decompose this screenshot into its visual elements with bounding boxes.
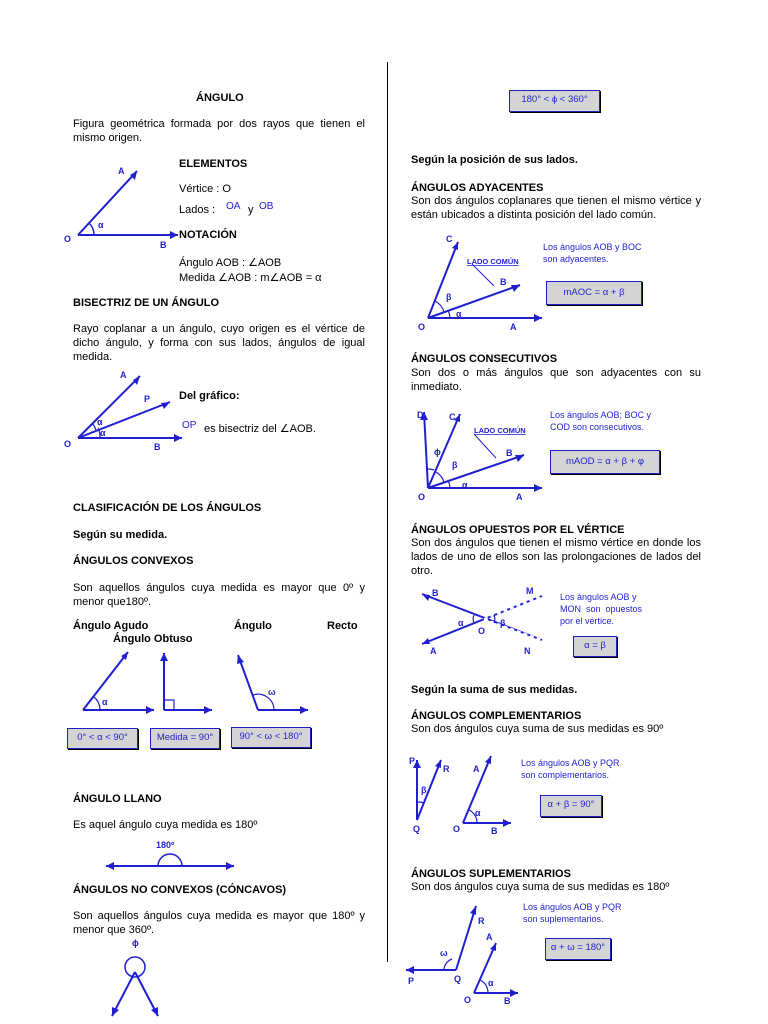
complementary-sum-box: α + β = 90° <box>540 795 602 817</box>
right-angle-diagram <box>158 645 218 715</box>
angle-diagram <box>60 158 180 248</box>
point-label: D <box>417 410 424 420</box>
point-label: B <box>160 240 167 250</box>
opposite-note: Los ángulos AOB y MON son opuestos por el vértice. <box>560 592 643 626</box>
point-label: P <box>408 976 415 986</box>
adjacent-note: Los ángulos AOB y BOC son adyacentes. <box>543 242 642 264</box>
point-label: A <box>430 646 437 656</box>
point-label: M <box>526 586 534 596</box>
convexos-heading: ÁNGULOS CONVEXOS <box>73 555 194 567</box>
vertex-label: O <box>418 322 426 332</box>
complementarios-heading: ÁNGULOS COMPLEMENTARIOS <box>411 710 582 722</box>
bisectriz-heading: BISECTRIZ DE UN ÁNGULO <box>73 297 220 309</box>
point-label: C <box>446 234 453 244</box>
recto-label-b: Recto <box>327 620 358 632</box>
vertex-label: O <box>64 439 72 449</box>
del-grafico: Del gráfico: <box>179 390 240 402</box>
vertex-label: O <box>418 492 426 502</box>
consecutivos-text: Son dos o más ángulos que son adyacentes con su inmediato. <box>411 367 701 393</box>
clasificacion-heading: CLASIFICACIÓN DE LOS ÁNGULOS <box>73 502 262 514</box>
agudo-label: Ángulo Agudo <box>73 620 149 632</box>
opuestos-heading: ÁNGULOS OPUESTOS POR EL VÉRTICE <box>411 524 625 536</box>
point-label: A <box>118 166 125 176</box>
segment-oa: OA <box>226 201 241 212</box>
recto-label-a: Ángulo <box>234 620 272 632</box>
complementary-note: Los ángulos AOB y PQR son complementarios. <box>521 758 620 780</box>
point-label: R <box>443 764 450 774</box>
no-convexos-heading: ÁNGULOS NO CONVEXOS (CÓNCAVOS) <box>73 884 287 896</box>
angle-label: β <box>500 618 506 628</box>
llano-heading: ÁNGULO LLANO <box>73 793 162 805</box>
point-label: B <box>504 996 511 1006</box>
obtuse-range-box: 90° < ω < 180° <box>231 727 311 748</box>
angle-label: β <box>421 785 427 795</box>
supplementary-sum-box: α + ω = 180° <box>545 938 611 960</box>
adyacentes-text: Son dos ángulos coplanares que tienen el mismo vértice y están ubicados a distinta posición del lado común. <box>411 195 701 221</box>
angle-label: α <box>98 220 104 230</box>
segment-ob: OB <box>259 201 274 212</box>
angle-label: α <box>100 428 106 438</box>
bisector-diagram <box>60 368 190 453</box>
suplementarios-heading: ÁNGULOS SUPLEMENTARIOS <box>411 868 571 880</box>
angle-label: ϕ <box>434 447 441 457</box>
convexos-text: Son aquellos ángulos cuya medida es mayor que 0º y menor que180º. <box>73 582 365 608</box>
adjacent-sum-box: mAOC = α + β <box>546 281 642 305</box>
vertex-label: Q <box>454 974 462 984</box>
bisectriz-del: es bisectriz del ∠AOB. <box>204 423 316 435</box>
point-label: A <box>120 370 127 380</box>
angle-label: α <box>475 808 481 818</box>
opuestos-text: Son dos ángulos que tienen el mismo vértice en donde los lados de uno de ellos son las prolongaciones de lados del otro. <box>411 537 701 577</box>
angle-label: ω <box>268 687 276 697</box>
point-label: P <box>144 394 151 404</box>
angle-value-label: 180º <box>156 840 175 850</box>
llano-text: Es aquel ángulo cuya medida es 180º <box>73 819 258 831</box>
point-label: A <box>510 322 517 332</box>
angle-label: ϕ <box>132 938 139 948</box>
complementary-angles-diagram <box>405 748 515 838</box>
suplementarios-text: Son dos ángulos cuya suma de sus medidas es 180º <box>411 881 670 893</box>
point-label: B <box>154 442 161 452</box>
segun-suma: Según la suma de sus medidas. <box>411 684 578 696</box>
segun-medida: Según su medida. <box>73 529 168 541</box>
point-label: A <box>473 764 480 774</box>
point-label: B <box>491 826 498 836</box>
angle-label: ω <box>440 948 448 958</box>
obtuse-angle-diagram <box>230 645 310 715</box>
supplementary-note: Los ángulos AOB y PQR son suplementarios. <box>523 902 622 924</box>
angle-label: α <box>462 480 468 490</box>
vertex-label: O <box>478 626 486 636</box>
common-side-label: LADO COMÚN <box>474 426 526 435</box>
lados-label: Lados : <box>179 204 216 216</box>
bisectriz-text: Rayo coplanar a un ángulo, cuyo origen es el vértice de dicho ángulo, y forma con sus lados, ángulos de igual medida. <box>73 323 365 363</box>
point-label: B <box>506 448 513 458</box>
opposite-angles-diagram <box>412 582 547 662</box>
point-label: P <box>409 756 416 766</box>
segment-op: OP <box>182 420 197 431</box>
complementarios-text: Son dos ángulos cuya suma de sus medidas es 90º <box>411 723 664 735</box>
point-label: C <box>449 412 456 422</box>
angle-label: α <box>102 697 108 707</box>
point-label: B <box>500 277 507 287</box>
supplementary-angles-diagram <box>400 898 520 1008</box>
angle-label: α <box>458 618 464 628</box>
concave-angle-diagram <box>100 936 170 1021</box>
straight-angle-diagram <box>100 838 240 873</box>
point-label: B <box>432 588 439 598</box>
obtuso-label: Ángulo Obtuso <box>113 633 193 645</box>
segun-posicion: Según la posición de sus lados. <box>411 154 578 166</box>
point-label: A <box>486 932 493 942</box>
point-label: A <box>516 492 523 502</box>
vertex-label: O <box>64 234 72 244</box>
consecutive-angles-diagram <box>412 400 547 505</box>
angle-definition: Figura geométrica formada por dos rayos que tienen el mismo origen. <box>73 118 365 144</box>
notacion-medida: Medida ∠AOB : m∠AOB = α <box>179 272 322 284</box>
acute-range-box: 0° < α < 90° <box>67 728 138 749</box>
concave-range-box: 180° < ϕ < 360° <box>509 90 600 112</box>
consecutivos-heading: ÁNGULOS CONSECUTIVOS <box>411 353 558 365</box>
no-convexos-text: Son aquellos ángulos cuya medida es mayor que 180º y menor que 360º. <box>73 910 365 936</box>
consecutive-sum-box: mAOD = α + β + φ <box>550 450 660 474</box>
angle-label: α <box>456 309 462 319</box>
elementos-heading: ELEMENTOS <box>179 158 248 170</box>
acute-angle-diagram <box>78 645 158 715</box>
angle-label: β <box>452 460 458 470</box>
lados-y: y <box>248 204 254 216</box>
vertex-label: Q <box>413 824 421 834</box>
column-divider <box>387 62 388 962</box>
vertex-label: O <box>453 824 461 834</box>
point-label: R <box>478 916 485 926</box>
page-title: ÁNGULO <box>196 92 244 104</box>
angle-label: β <box>446 292 452 302</box>
opposite-equal-box: α = β <box>573 636 617 657</box>
angle-label: α <box>488 978 494 988</box>
angle-label: α <box>97 417 103 427</box>
notacion-heading: NOTACIÓN <box>179 229 237 241</box>
common-side-label: LADO COMÚN <box>467 257 519 266</box>
right-measure-box: Medida = 90° <box>150 728 220 749</box>
point-label: N <box>524 646 531 656</box>
vertex-label: O <box>464 995 472 1005</box>
vertice-text: Vértice : O <box>179 183 231 195</box>
notacion-angulo: Ángulo AOB : ∠AOB <box>179 257 282 269</box>
consecutive-note: Los ángulos AOB; BOC y COD son consecutivos. <box>550 410 652 432</box>
adyacentes-heading: ÁNGULOS ADYACENTES <box>411 182 544 194</box>
adjacent-angles-diagram <box>412 230 547 335</box>
